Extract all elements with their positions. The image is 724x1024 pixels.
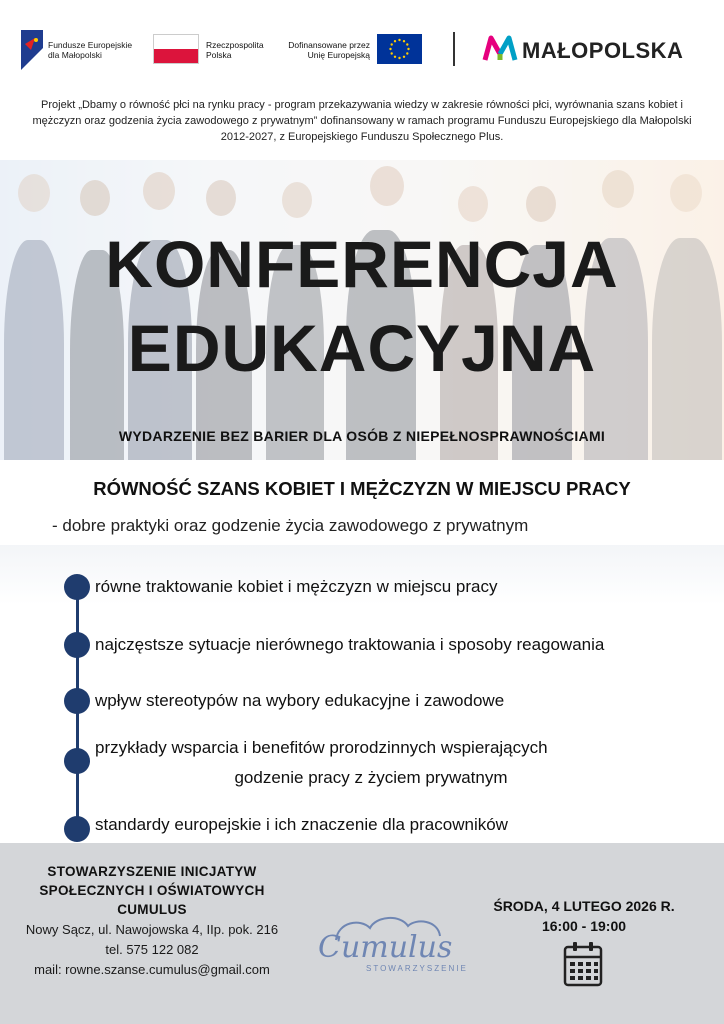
project-note: Projekt „Dbamy o równość płci na rynku pracy - program przekazywania wiedzy w zakresie równości płci, wyrównania szans kobiet i mężczyzn oraz godzenia życia zawodowego z prywatnym” dofinansowany w ramach programu Funduszu Europejskiego dla Małopolski 2012-2027, z Europejskiego Funduszu Społecznego Plus.: [32, 99, 692, 143]
header-logos: [0, 28, 724, 72]
bullet-dot: [64, 748, 90, 774]
organizer-address: Nowy Sącz, ul. Nawojowska 4, IIp. pok. 216: [25, 922, 279, 937]
organizer-email: mail: rowne.szanse.cumulus@gmail.com: [34, 962, 270, 977]
event-date: ŚRODA, 4 LUTEGO 2026 R.: [493, 898, 675, 914]
malopolska-logo-icon: [482, 32, 518, 64]
eu-logo-text: Dofinansowane przez Unię Europejską: [288, 40, 370, 60]
calendar-icon: [563, 941, 603, 987]
logo-separator: [453, 32, 455, 66]
malopolska-logo-text: MAŁOPOLSKA: [522, 38, 684, 63]
poland-logo-text: Rzeczpospolita Polska: [206, 40, 264, 60]
organizer-phone: tel. 575 122 082: [105, 942, 199, 957]
bullet-dot: [64, 574, 90, 600]
cumulus-logo-subtext: STOWARZYSZENIE: [366, 964, 468, 973]
event-time: 16:00 - 19:00: [541, 918, 627, 934]
topic-item: standardy europejskie i ich znaczenie dla pracowników: [95, 815, 508, 834]
topic-item-continuation: godzenie pracy z życiem prywatnym: [234, 768, 508, 787]
eu-flag-icon: [377, 34, 422, 64]
headline: RÓWNOŚĆ SZANS KOBIET I MĘŻCZYZN W MIEJSCU PRACY: [93, 478, 631, 499]
bullet-dot: [64, 632, 90, 658]
topic-item: równe traktowanie kobiet i mężczyzn w miejscu pracy: [95, 577, 498, 596]
organizer-name: STOWARZYSZENIE INICJATYW SPOŁECZNYCH I OŚWIATOWYCH CUMULUS: [39, 864, 265, 917]
cumulus-logo-text: Cumulus: [318, 930, 453, 965]
organizer-info: [20, 862, 284, 979]
topic-item: przykłady wsparcia i benefitów prorodzinnych wspierających: [95, 738, 548, 757]
fe-logo-icon: [21, 30, 43, 70]
accessibility-note: WYDARZENIE BEZ BARIER DLA OSÓB Z NIEPEŁNOSPRAWNOŚCIAMI: [118, 428, 606, 444]
topic-item: najczęstsze sytuacje nierównego traktowania i sposoby reagowania: [95, 635, 605, 654]
poland-flag-icon: [153, 34, 199, 64]
bullet-dot: [64, 816, 90, 842]
bullet-dot: [64, 688, 90, 714]
fe-logo-text: Fundusze Europejskie dla Małopolski: [48, 40, 133, 60]
subheadline: - dobre praktyki oraz godzenie życia zawodowego z prywatnym: [52, 516, 529, 535]
page-title: KONFERENCJA EDUKACYJNA: [105, 227, 619, 385]
topic-item: wpływ stereotypów na wybory edukacyjne i zawodowe: [95, 691, 505, 710]
event-datetime: [478, 896, 690, 936]
